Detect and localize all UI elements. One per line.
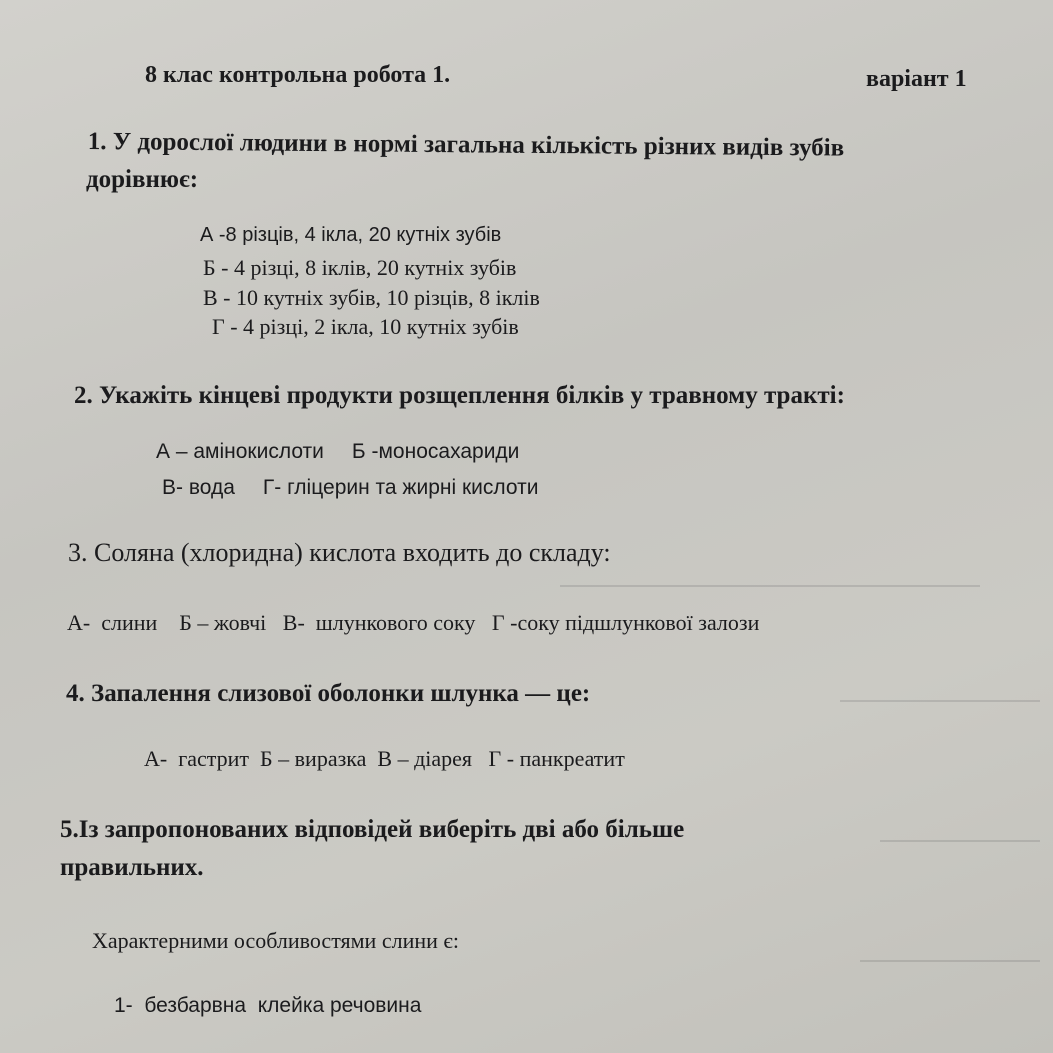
question-2-text: 2. Укажіть кінцеві продукти розщеплення білків у травному тракті:	[74, 382, 845, 409]
bleed-through-marks	[840, 700, 1040, 712]
question-3-text: 3. Соляна (хлоридна) кислота входить до складу:	[68, 538, 611, 567]
question-2-options-row-2	[162, 476, 538, 500]
question-2-option-d: Г- гліцерин та жирні кислоти	[262, 476, 539, 499]
question-2-options-row-1	[156, 440, 519, 464]
question-5-text: 5.Із запропонованих відповідей виберіть дві або більше	[60, 816, 685, 843]
question-1-option-d: Г - 4 різці, 2 ікла, 10 кутніх зубів	[212, 314, 519, 339]
bleed-through-marks	[860, 960, 1040, 972]
question-1-text: 1. У дорослої людини в нормі загальна кількість різних видів зубів	[87, 127, 845, 162]
question-2-option-a: А – амінокислоти	[156, 440, 324, 463]
question-5-subtitle: Характерними особливостями слини є:	[92, 928, 459, 953]
question-5-text-cont: правильних.	[60, 854, 204, 881]
question-2-option-c: В- вода	[162, 476, 235, 499]
question-1-option-c: В - 10 кутніх зубів, 10 різців, 8 іклів	[203, 285, 540, 310]
question-4-text: 4. Запалення слизової оболонки шлунка — це:	[66, 680, 591, 707]
question-1-text-cont: дорівнює:	[86, 166, 199, 193]
bleed-through-marks	[560, 585, 980, 599]
question-5-item-1: 1- безбарвна клейка речовина	[114, 994, 422, 1017]
bleed-through-marks	[880, 840, 1040, 852]
question-1-option-b: Б - 4 різці, 8 іклів, 20 кутніх зубів	[203, 255, 517, 280]
test-title: 8 клас контрольна робота 1.	[145, 62, 451, 88]
variant-label: варіант 1	[866, 66, 967, 92]
question-4-options: А- гастрит Б – виразка В – діарея Г - панкреатит	[144, 746, 625, 771]
question-3-options: А- слини Б – жовчі В- шлункового соку Г -соку підшлункової залози	[67, 610, 760, 635]
question-2-option-b: Б -моносахариди	[351, 440, 520, 463]
question-1-option-a: А -8 різців, 4 ікла, 20 кутніх зубів	[200, 224, 502, 246]
